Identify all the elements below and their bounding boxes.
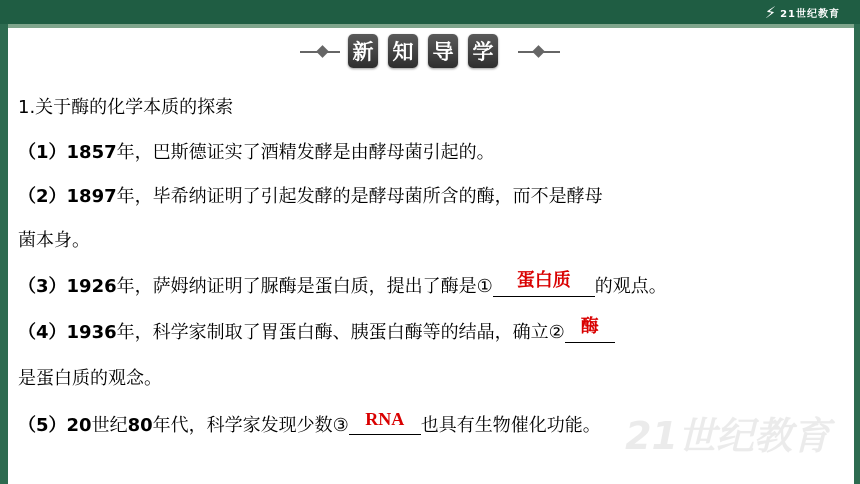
answer-2: 酶: [580, 316, 599, 337]
item-5-number-2: 80: [127, 415, 153, 436]
title-char-3: 导: [428, 34, 458, 68]
item-4: [18, 316, 615, 346]
answer-1: 蛋白质: [516, 270, 571, 291]
logo-text: 21世纪教育: [780, 8, 840, 20]
banner-stripe: [0, 24, 860, 28]
watermark: [600, 380, 830, 470]
item-1-text: 年，巴斯德证实了酒精发酵是由酵母菌引起的。: [116, 142, 495, 163]
item-3: [18, 270, 667, 300]
item-1: [18, 140, 495, 166]
answer-3: RNA: [365, 409, 405, 429]
title-char-4: 学: [468, 34, 498, 68]
item-2-number: （2）1897: [18, 186, 117, 207]
item-2-text: 年，毕希纳证明了引起发酵的是酵母菌所含的酶，而不是酵母: [116, 186, 603, 207]
left-border: [0, 24, 8, 484]
item-5: [18, 409, 601, 439]
item-4-continued: [18, 366, 162, 392]
item-2-continued: [18, 228, 90, 254]
section-title: [300, 34, 560, 70]
top-banner: [0, 0, 860, 24]
item-2-text-cont: 菌本身。: [18, 230, 90, 251]
title-char-2: 知: [388, 34, 418, 68]
answer-blank-1: [493, 270, 595, 297]
item-4-text: 年，科学家制取了胃蛋白酶、胰蛋白酶等的结晶，确立②: [116, 322, 565, 343]
site-logo: [765, 2, 840, 22]
diamond-right-icon: [532, 45, 545, 58]
title-char-1: 新: [348, 34, 378, 68]
watermark-text: 21世纪教育: [625, 414, 830, 458]
heading-text: 1.关于酶的化学本质的探索: [18, 97, 234, 118]
item-1-number: （1）1857: [18, 142, 117, 163]
item-2: [18, 184, 603, 210]
content-heading: [18, 95, 233, 121]
answer-blank-3: [349, 409, 421, 435]
item-5-number: （5）20: [18, 415, 92, 436]
diamond-left-icon: [316, 45, 329, 58]
item-5-text-1: 世纪: [91, 415, 128, 436]
right-border: [854, 24, 860, 484]
item-3-text-after: 的观点。: [594, 276, 667, 297]
item-5-text: 年代，科学家发现少数③: [152, 415, 349, 436]
item-3-text: 年，萨姆纳证明了脲酶是蛋白质，提出了酶是①: [116, 276, 493, 297]
item-5-text-after: 也具有生物催化功能。: [420, 415, 601, 436]
item-3-number: （3）1926: [18, 276, 117, 297]
item-4-number: （4）1936: [18, 322, 117, 343]
answer-blank-2: [565, 316, 615, 343]
runner-icon: ⚡: [764, 2, 777, 22]
item-4-text-after: 是蛋白质的观念。: [18, 368, 162, 389]
